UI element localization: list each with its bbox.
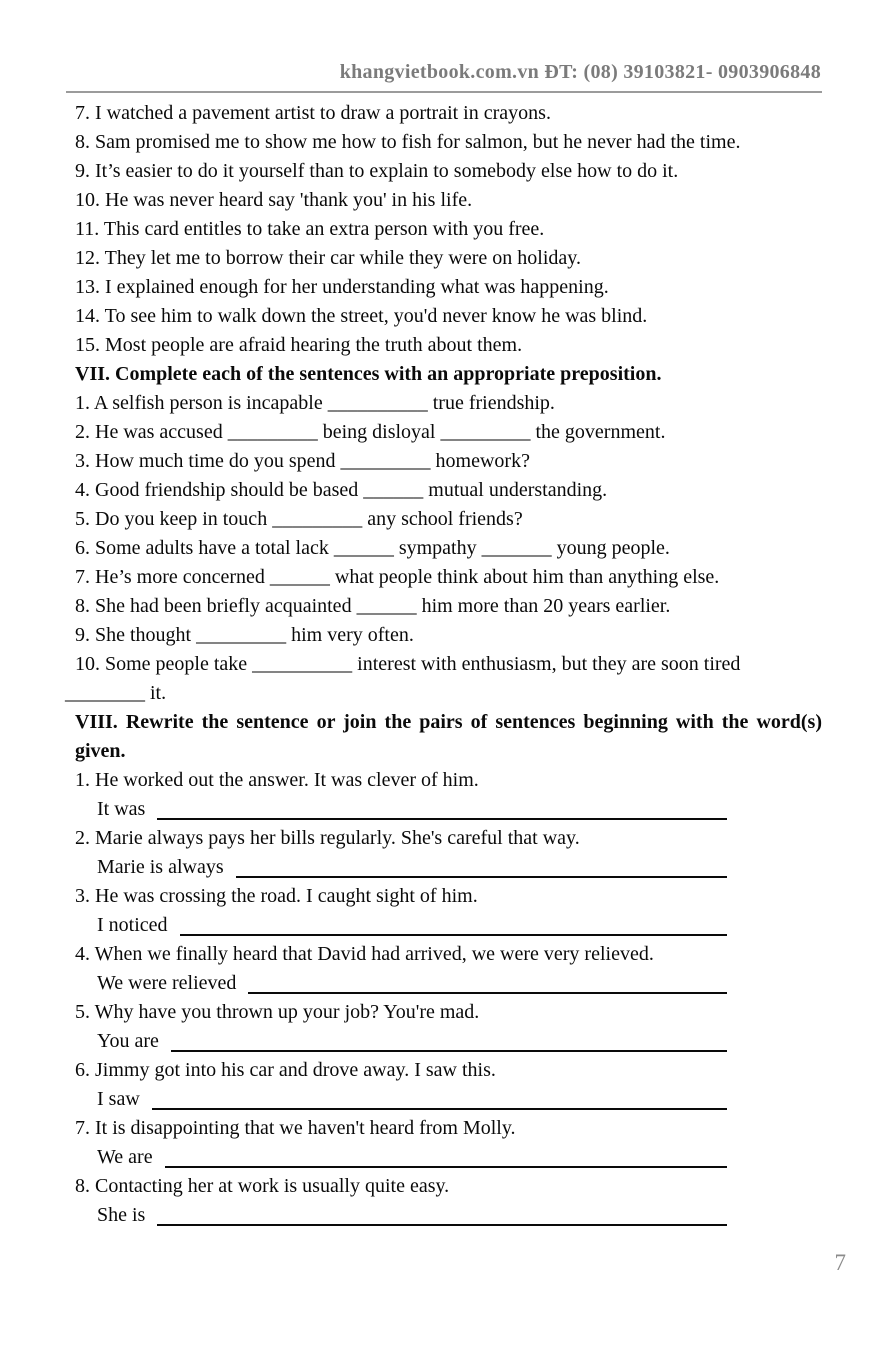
rewrite-answer-row (97, 1085, 727, 1114)
rewrite-stem: You are (97, 1030, 159, 1052)
exercise-item: 9. It’s easier to do it yourself than to explain to somebody else how to do it. (75, 160, 679, 182)
exercise-item: 15. Most people are afraid hearing the truth about them. (75, 334, 523, 356)
fill-blank-item: 2. He was accused _________ being disloyal _________ the government. (75, 421, 666, 443)
answer-underline (152, 1108, 727, 1110)
section-viii-heading-line2: given. (75, 740, 126, 762)
exercise-item: 12. They let me to borrow their car while they were on holiday. (75, 247, 581, 269)
answer-underline (157, 1224, 727, 1226)
rewrite-answer-row (97, 911, 727, 940)
rewrite-stem: I noticed (97, 914, 168, 936)
rewrite-stem: We are (97, 1146, 153, 1168)
answer-underline (171, 1050, 727, 1052)
rewrite-stem: We were relieved (97, 972, 237, 994)
rewrite-prompt: 6. Jimmy got into his car and drove away. I saw this. (75, 1059, 496, 1081)
fill-blank-item: 1. A selfish person is incapable __________ true friendship. (75, 392, 555, 414)
page-number: 7 (834, 1250, 846, 1275)
fill-blank-item: 9. She thought _________ him very often. (75, 624, 414, 646)
answer-underline (248, 992, 727, 994)
answer-underline (180, 934, 727, 936)
rewrite-answer-row (97, 853, 727, 882)
page-content (65, 99, 822, 1230)
section-vii-heading: VII. Complete each of the sentences with an appropriate preposition. (75, 363, 662, 385)
rewrite-prompt: 2. Marie always pays her bills regularly. She's careful that way. (75, 827, 580, 849)
exercise-item: 14. To see him to walk down the street, you'd never know he was blind. (75, 305, 648, 327)
exercise-item: 13. I explained enough for her understanding what was happening. (75, 276, 609, 298)
fill-blank-item: 6. Some adults have a total lack ______ sympathy _______ young people. (75, 537, 670, 559)
rewrite-answer-row (97, 1201, 727, 1230)
rewrite-prompt: 7. It is disappointing that we haven't heard from Molly. (75, 1117, 516, 1139)
fill-blank-item: 10. Some people take __________ interest with enthusiasm, but they are soon tired (75, 653, 741, 675)
rewrite-stem: I saw (97, 1088, 140, 1110)
header-site-phone: khangvietbook.com.vn ĐT: (08) 39103821- 0903906848 (339, 61, 821, 83)
fill-blank-item-continuation: ________ it. (65, 682, 167, 704)
section-viii-heading-line1: VIII. Rewrite the sentence or join the pairs of sentences beginning with the word(s) (75, 711, 822, 733)
rewrite-stem: Marie is always (97, 856, 224, 878)
exercise-item: 8. Sam promised me to show me how to fish for salmon, but he never had the time. (75, 131, 741, 153)
fill-blank-item: 3. How much time do you spend _________ homework? (75, 450, 530, 472)
rewrite-prompt: 4. When we finally heard that David had arrived, we were very relieved. (75, 943, 654, 965)
rewrite-stem: It was (97, 798, 146, 820)
exercise-item: 10. He was never heard say 'thank you' in his life. (75, 189, 473, 211)
answer-underline (165, 1166, 727, 1168)
header-divider (66, 91, 822, 93)
rewrite-prompt: 1. He worked out the answer. It was clever of him. (75, 769, 479, 791)
exercise-item: 11. This card entitles to take an extra person with you free. (75, 218, 545, 240)
fill-blank-item: 5. Do you keep in touch _________ any school friends? (75, 508, 523, 530)
rewrite-answer-row (97, 795, 727, 824)
rewrite-prompt: 3. He was crossing the road. I caught sight of him. (75, 885, 478, 907)
fill-blank-item: 4. Good friendship should be based ______ mutual understanding. (75, 479, 608, 501)
fill-blank-item: 8. She had been briefly acquainted ______ him more than 20 years earlier. (75, 595, 671, 617)
rewrite-answer-row (97, 1027, 727, 1056)
answer-underline (157, 818, 727, 820)
fill-blank-item: 7. He’s more concerned ______ what people think about him than anything else. (75, 566, 720, 588)
answer-underline (236, 876, 727, 878)
rewrite-answer-row (97, 969, 727, 998)
exercise-item: 7. I watched a pavement artist to draw a portrait in crayons. (75, 102, 551, 124)
rewrite-stem: She is (97, 1204, 146, 1226)
rewrite-prompt: 8. Contacting her at work is usually quite easy. (75, 1175, 450, 1197)
rewrite-answer-row (97, 1143, 727, 1172)
rewrite-prompt: 5. Why have you thrown up your job? You're mad. (75, 1001, 480, 1023)
